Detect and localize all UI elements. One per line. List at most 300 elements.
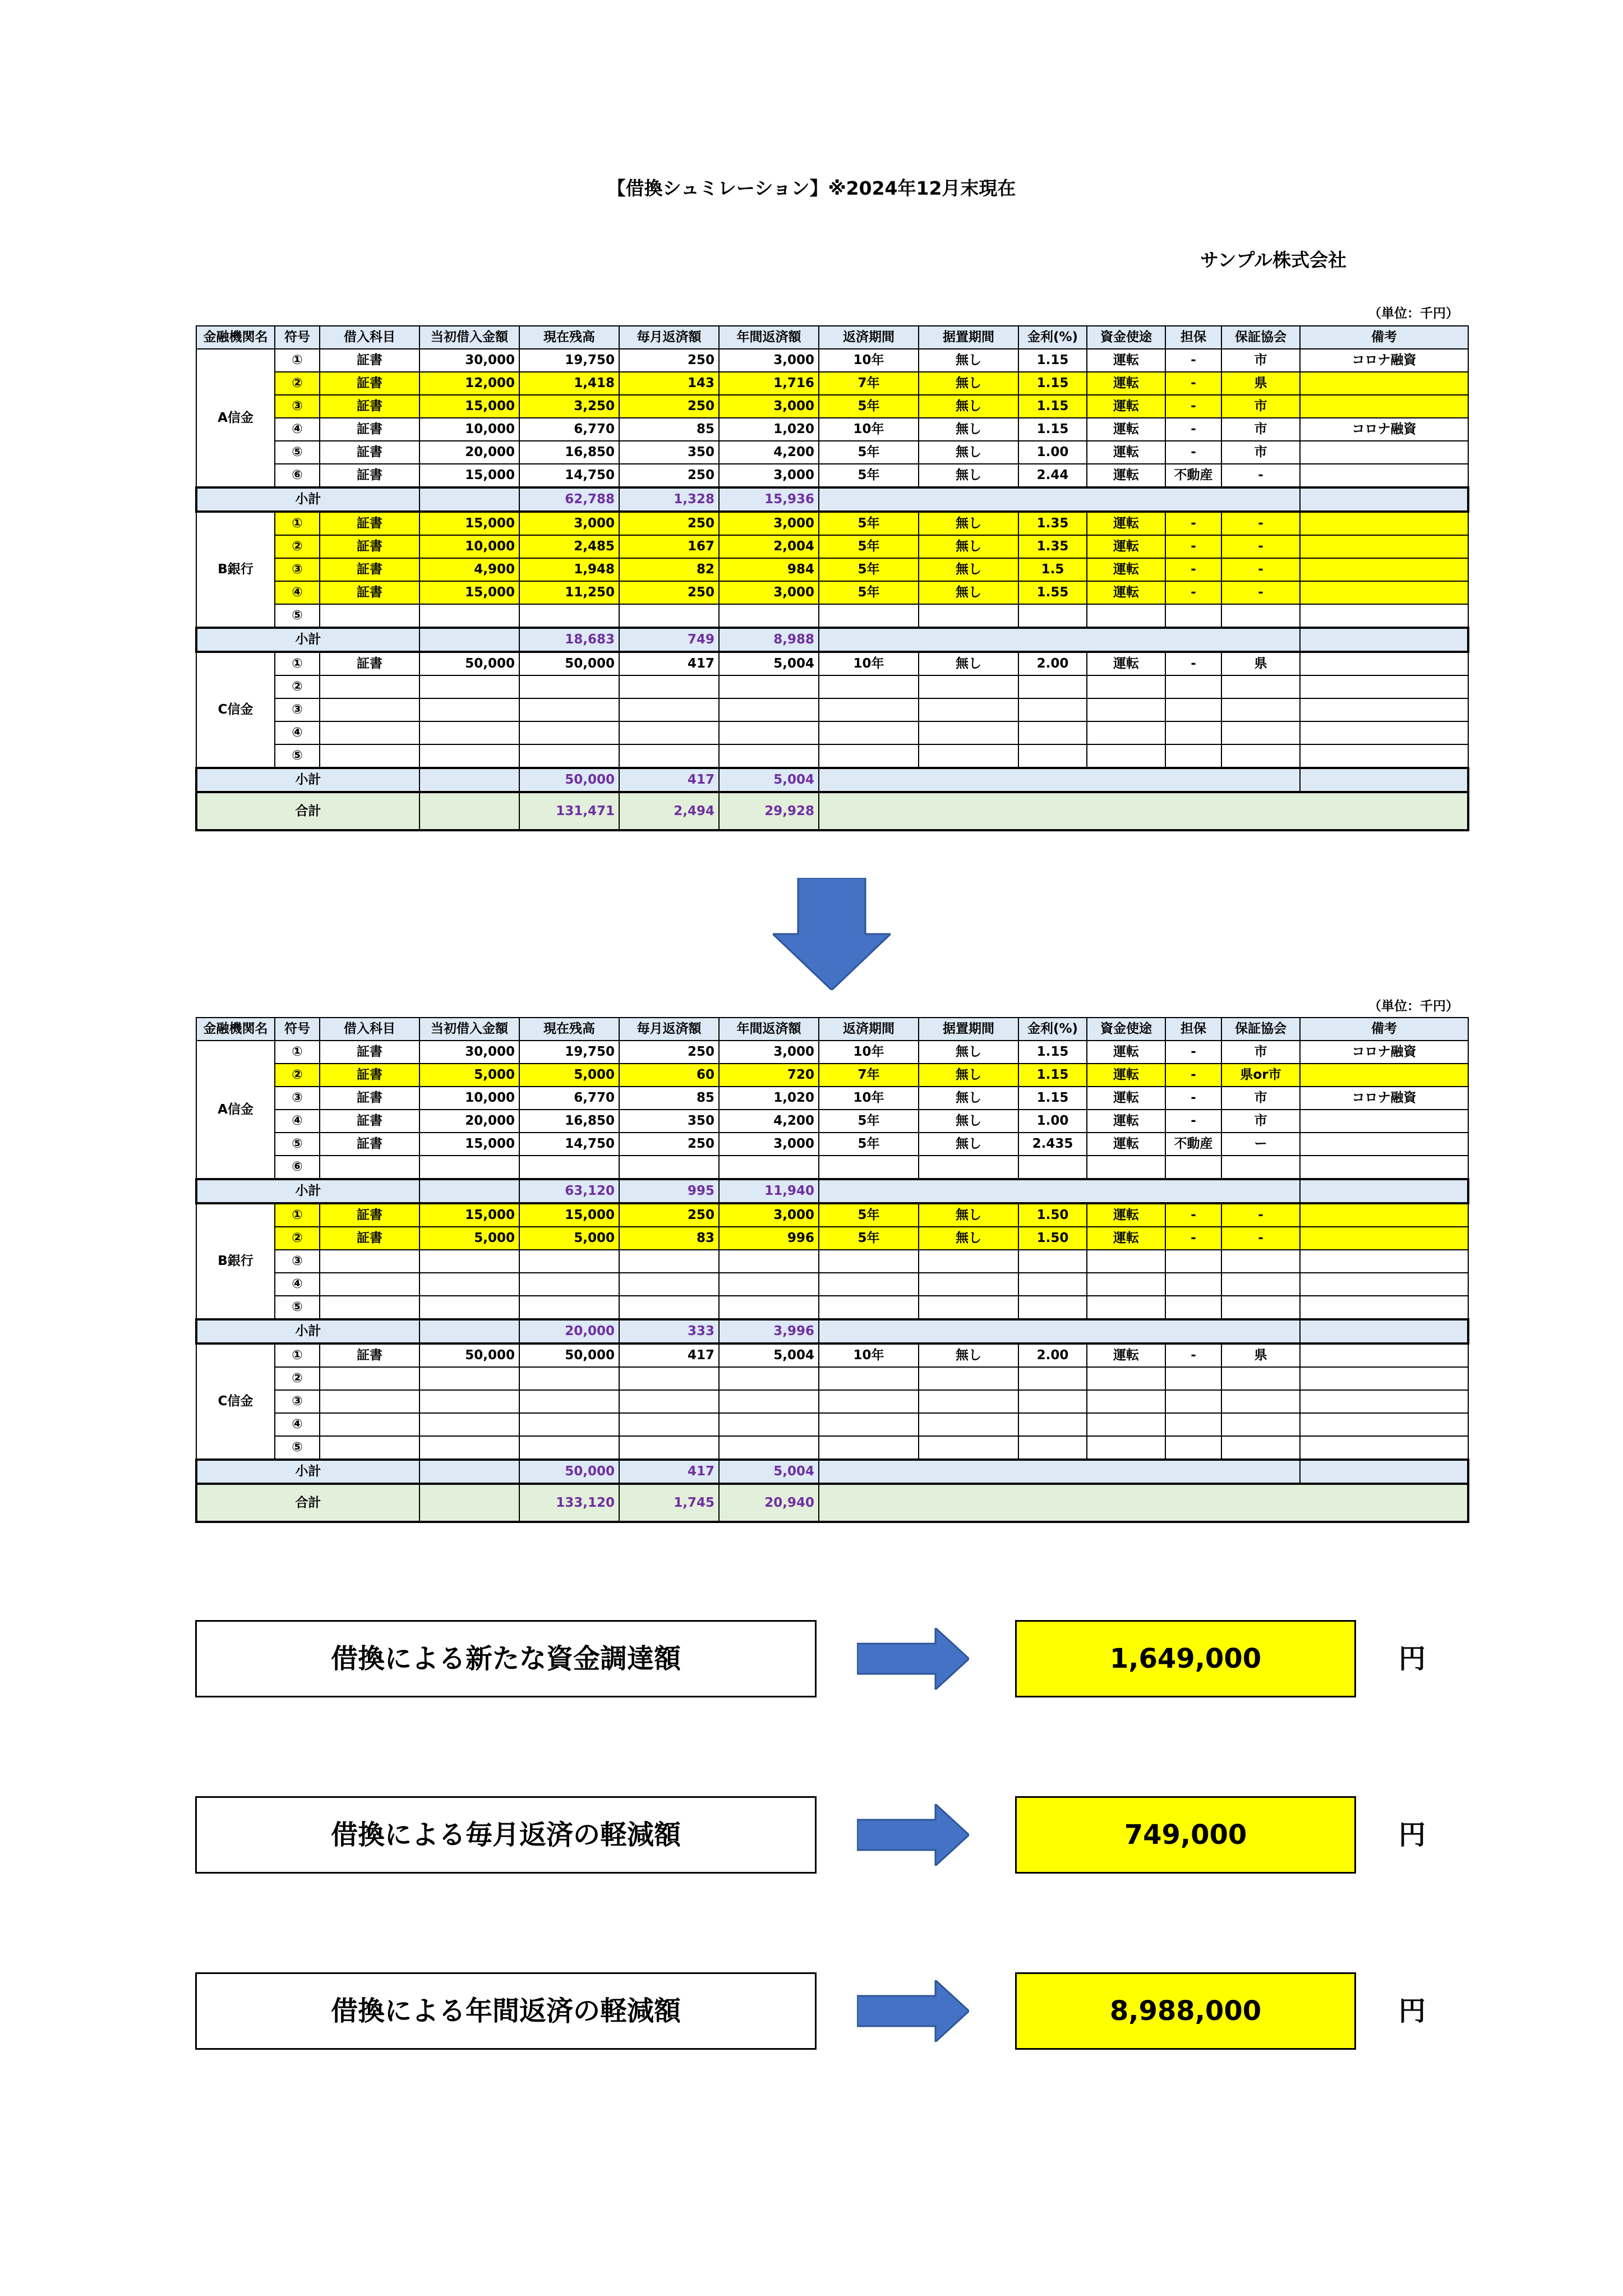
cell-annual: 1,020 (719, 1087, 819, 1110)
cell-monthly: 250 (619, 395, 719, 418)
cell-term: 10年 (819, 1343, 919, 1367)
cell-monthly (619, 1296, 719, 1319)
table-row (196, 441, 1468, 464)
cell-rate: 1.55 (1018, 581, 1087, 604)
total-empty (419, 1484, 519, 1522)
cell-use: 運転 (1087, 558, 1165, 581)
cell-kamoku: 証書 (320, 349, 419, 372)
cell-guarantee: - (1221, 558, 1300, 581)
subtotal-note (1300, 1179, 1468, 1203)
header-cell: 備考 (1300, 326, 1468, 349)
cell-initial (419, 698, 519, 721)
subtotal-empty (419, 768, 519, 792)
cell-annual: 3,000 (719, 349, 819, 372)
subtotal-balance: 63,120 (519, 1179, 619, 1203)
table-row (196, 418, 1468, 441)
total-label: 合計 (196, 792, 419, 830)
cell-no: ④ (275, 581, 320, 604)
subtotal-spacer (819, 768, 1300, 792)
cell-guarantee: 市 (1221, 349, 1300, 372)
cell-collateral (1165, 675, 1221, 698)
cell-kamoku: 証書 (320, 512, 419, 535)
cell-note (1300, 1343, 1468, 1367)
subtotal-monthly: 1,328 (619, 487, 719, 512)
summary-unit: 円 (1399, 1995, 1426, 2027)
subtotal-label: 小計 (196, 1319, 419, 1343)
cell-defer (919, 744, 1018, 768)
cell-kamoku: 証書 (320, 1041, 419, 1064)
cell-monthly: 250 (619, 464, 719, 487)
cell-no: ② (275, 1367, 320, 1390)
cell-use: 運転 (1087, 1343, 1165, 1367)
subtotal-row (196, 768, 1468, 792)
header-cell: 担保 (1165, 326, 1221, 349)
bank-name: B銀行 (196, 512, 275, 628)
total-spacer (819, 792, 1468, 830)
subtotal-row (196, 1460, 1468, 1484)
cell-collateral: - (1165, 1087, 1221, 1110)
cell-rate (1018, 1250, 1087, 1273)
subtotal-annual: 11,940 (719, 1179, 819, 1203)
total-row (196, 1484, 1468, 1522)
cell-collateral (1165, 1413, 1221, 1436)
header-cell: 担保 (1165, 1018, 1221, 1041)
total-spacer (819, 1484, 1468, 1522)
cell-balance: 16,850 (519, 1110, 619, 1133)
cell-rate: 1.35 (1018, 535, 1087, 558)
cell-monthly: 417 (619, 652, 719, 675)
header-cell: 当初借入金額 (419, 326, 519, 349)
total-balance: 133,120 (519, 1484, 619, 1522)
cell-term: 10年 (819, 418, 919, 441)
cell-rate: 1.15 (1018, 1087, 1087, 1110)
cell-use: 運転 (1087, 581, 1165, 604)
cell-guarantee: 県 (1221, 652, 1300, 675)
cell-rate: 2.00 (1018, 1343, 1087, 1367)
cell-rate (1018, 1367, 1087, 1390)
cell-annual: 3,000 (719, 1203, 819, 1227)
cell-annual (719, 698, 819, 721)
cell-defer: 無し (919, 349, 1018, 372)
cell-balance (519, 1413, 619, 1436)
cell-no: ① (275, 652, 320, 675)
unit-label-before: （単位：千円） (1368, 306, 1459, 321)
cell-guarantee (1221, 1390, 1300, 1413)
cell-monthly: 143 (619, 372, 719, 395)
cell-initial (419, 1436, 519, 1460)
subtotal-row (196, 487, 1468, 512)
right-arrow-icon (857, 1804, 969, 1866)
cell-term (819, 1156, 919, 1179)
cell-kamoku (320, 1273, 419, 1296)
cell-collateral (1165, 1273, 1221, 1296)
cell-rate (1018, 1156, 1087, 1179)
cell-use (1087, 721, 1165, 744)
cell-use: 運転 (1087, 372, 1165, 395)
header-cell: 当初借入金額 (419, 1018, 519, 1041)
cell-collateral: - (1165, 581, 1221, 604)
header-row (196, 326, 1468, 349)
cell-initial: 15,000 (419, 395, 519, 418)
table-row (196, 1041, 1468, 1064)
cell-use (1087, 744, 1165, 768)
summary-unit: 円 (1399, 1643, 1426, 1674)
cell-use: 運転 (1087, 395, 1165, 418)
cell-guarantee (1221, 675, 1300, 698)
cell-term (819, 698, 919, 721)
table-row (196, 372, 1468, 395)
cell-initial: 50,000 (419, 652, 519, 675)
subtotal-balance: 20,000 (519, 1319, 619, 1343)
cell-initial: 20,000 (419, 441, 519, 464)
cell-kamoku (320, 604, 419, 628)
cell-kamoku: 証書 (320, 464, 419, 487)
cell-collateral: - (1165, 512, 1221, 535)
header-cell: 資金使途 (1087, 1018, 1165, 1041)
cell-annual (719, 1413, 819, 1436)
cell-rate: 1.50 (1018, 1203, 1087, 1227)
cell-use: 運転 (1087, 418, 1165, 441)
cell-collateral: - (1165, 535, 1221, 558)
cell-rate: 2.00 (1018, 652, 1087, 675)
subtotal-monthly: 995 (619, 1179, 719, 1203)
cell-no: ② (275, 1064, 320, 1087)
cell-balance: 6,770 (519, 1087, 619, 1110)
cell-rate (1018, 1296, 1087, 1319)
bank-name: C信金 (196, 1343, 275, 1460)
cell-annual (719, 1250, 819, 1273)
cell-monthly: 250 (619, 349, 719, 372)
cell-rate: 1.00 (1018, 1110, 1087, 1133)
cell-note: コロナ融資 (1300, 418, 1468, 441)
cell-use: 運転 (1087, 464, 1165, 487)
cell-collateral: - (1165, 349, 1221, 372)
cell-no: ① (275, 1203, 320, 1227)
cell-defer (919, 1296, 1018, 1319)
cell-rate: 2.435 (1018, 1133, 1087, 1156)
cell-guarantee: 市 (1221, 441, 1300, 464)
cell-defer: 無し (919, 1087, 1018, 1110)
subtotal-annual: 3,996 (719, 1319, 819, 1343)
cell-annual: 3,000 (719, 464, 819, 487)
cell-balance: 11,250 (519, 581, 619, 604)
cell-kamoku (320, 1413, 419, 1436)
cell-rate: 2.44 (1018, 464, 1087, 487)
cell-collateral (1165, 1296, 1221, 1319)
cell-use (1087, 698, 1165, 721)
cell-rate (1018, 604, 1087, 628)
cell-monthly (619, 1250, 719, 1273)
cell-annual: 5,004 (719, 652, 819, 675)
cell-term: 5年 (819, 1110, 919, 1133)
cell-no: ④ (275, 418, 320, 441)
cell-balance: 3,000 (519, 512, 619, 535)
cell-note: コロナ融資 (1300, 349, 1468, 372)
cell-use (1087, 1367, 1165, 1390)
cell-annual: 3,000 (719, 1041, 819, 1064)
cell-note: コロナ融資 (1300, 1041, 1468, 1064)
cell-collateral: - (1165, 1110, 1221, 1133)
cell-no: ① (275, 1041, 320, 1064)
cell-note (1300, 1250, 1468, 1273)
cell-annual: 5,004 (719, 1343, 819, 1367)
cell-kamoku (320, 1436, 419, 1460)
cell-guarantee (1221, 1156, 1300, 1179)
cell-kamoku: 証書 (320, 1110, 419, 1133)
cell-term: 5年 (819, 1133, 919, 1156)
cell-no: ⑤ (275, 1296, 320, 1319)
cell-initial (419, 1296, 519, 1319)
cell-defer (919, 1390, 1018, 1413)
cell-balance: 14,750 (519, 1133, 619, 1156)
cell-annual: 4,200 (719, 441, 819, 464)
cell-defer (919, 604, 1018, 628)
table-row (196, 1203, 1468, 1227)
table-row (196, 744, 1468, 768)
cell-rate (1018, 1413, 1087, 1436)
cell-balance: 6,770 (519, 418, 619, 441)
cell-no: ③ (275, 1390, 320, 1413)
cell-defer: 無し (919, 1041, 1018, 1064)
cell-initial: 15,000 (419, 512, 519, 535)
cell-note (1300, 441, 1468, 464)
table-row (196, 1343, 1468, 1367)
cell-defer: 無し (919, 652, 1018, 675)
cell-no: ⑤ (275, 441, 320, 464)
cell-monthly: 250 (619, 1041, 719, 1064)
subtotal-empty (419, 628, 519, 652)
cell-balance (519, 1250, 619, 1273)
cell-rate (1018, 744, 1087, 768)
cell-annual (719, 1273, 819, 1296)
cell-monthly: 250 (619, 581, 719, 604)
cell-note (1300, 1156, 1468, 1179)
cell-monthly: 167 (619, 535, 719, 558)
cell-initial (419, 1273, 519, 1296)
cell-annual (719, 744, 819, 768)
cell-note (1300, 1390, 1468, 1413)
cell-defer (919, 1367, 1018, 1390)
cell-initial (419, 1413, 519, 1436)
cell-guarantee: 県or市 (1221, 1064, 1300, 1087)
bank-name: A信金 (196, 1041, 275, 1179)
table-row (196, 558, 1468, 581)
cell-balance (519, 744, 619, 768)
summary-label: 借換による新たな資金調達額 (195, 1620, 817, 1697)
cell-note (1300, 1436, 1468, 1460)
cell-collateral (1165, 744, 1221, 768)
cell-collateral: - (1165, 441, 1221, 464)
cell-annual (719, 1390, 819, 1413)
header-cell: 金融機関名 (196, 1018, 275, 1041)
cell-guarantee: - (1221, 535, 1300, 558)
cell-no: ④ (275, 1273, 320, 1296)
cell-monthly (619, 1390, 719, 1413)
cell-note (1300, 1203, 1468, 1227)
cell-term: 5年 (819, 512, 919, 535)
cell-initial (419, 675, 519, 698)
cell-initial: 15,000 (419, 581, 519, 604)
cell-note (1300, 1413, 1468, 1436)
cell-kamoku (320, 1250, 419, 1273)
cell-rate (1018, 1273, 1087, 1296)
cell-rate (1018, 675, 1087, 698)
cell-no: ⑤ (275, 1133, 320, 1156)
cell-collateral: - (1165, 418, 1221, 441)
header-cell: 備考 (1300, 1018, 1468, 1041)
subtotal-spacer (819, 628, 1300, 652)
header-cell: 資金使途 (1087, 326, 1165, 349)
down-arrow-icon (773, 878, 891, 990)
cell-kamoku: 証書 (320, 1064, 419, 1087)
cell-initial (419, 604, 519, 628)
cell-annual: 720 (719, 1064, 819, 1087)
cell-guarantee: 市 (1221, 1087, 1300, 1110)
subtotal-annual: 5,004 (719, 1460, 819, 1484)
cell-defer: 無し (919, 464, 1018, 487)
cell-balance (519, 721, 619, 744)
cell-use (1087, 1156, 1165, 1179)
subtotal-note (1300, 628, 1468, 652)
cell-balance: 50,000 (519, 1343, 619, 1367)
header-cell: 借入科目 (320, 1018, 419, 1041)
total-annual: 29,928 (719, 792, 819, 830)
cell-initial: 30,000 (419, 349, 519, 372)
cell-monthly: 83 (619, 1227, 719, 1250)
cell-monthly: 85 (619, 418, 719, 441)
summary-label: 借換による年間返済の軽減額 (195, 1972, 817, 2050)
cell-defer: 無し (919, 581, 1018, 604)
cell-defer: 無し (919, 1203, 1018, 1227)
cell-term (819, 1296, 919, 1319)
cell-note: コロナ融資 (1300, 1087, 1468, 1110)
cell-use: 運転 (1087, 1133, 1165, 1156)
cell-guarantee: 市 (1221, 1041, 1300, 1064)
cell-no: ⑤ (275, 1436, 320, 1460)
table-row (196, 1156, 1468, 1179)
cell-kamoku (320, 1296, 419, 1319)
cell-kamoku: 証書 (320, 1133, 419, 1156)
cell-term: 5年 (819, 558, 919, 581)
cell-use: 運転 (1087, 1110, 1165, 1133)
header-cell: 保証協会 (1221, 326, 1300, 349)
cell-balance: 2,485 (519, 535, 619, 558)
cell-term (819, 675, 919, 698)
cell-collateral (1165, 604, 1221, 628)
total-empty (419, 792, 519, 830)
cell-kamoku: 証書 (320, 558, 419, 581)
cell-balance (519, 604, 619, 628)
cell-monthly (619, 744, 719, 768)
cell-defer: 無し (919, 1227, 1018, 1250)
cell-no: ⑤ (275, 604, 320, 628)
subtotal-monthly: 417 (619, 1460, 719, 1484)
cell-kamoku (320, 1156, 419, 1179)
cell-use (1087, 604, 1165, 628)
cell-term: 10年 (819, 1041, 919, 1064)
cell-balance (519, 1367, 619, 1390)
cell-initial: 30,000 (419, 1041, 519, 1064)
table-row (196, 349, 1468, 372)
table-row (196, 1296, 1468, 1319)
cell-monthly: 60 (619, 1064, 719, 1087)
cell-no: ④ (275, 721, 320, 744)
cell-term (819, 1390, 919, 1413)
header-row (196, 1018, 1468, 1041)
cell-rate: 1.15 (1018, 372, 1087, 395)
cell-no: ⑥ (275, 464, 320, 487)
cell-no: ② (275, 535, 320, 558)
cell-balance (519, 1436, 619, 1460)
cell-no: ③ (275, 395, 320, 418)
cell-guarantee: 市 (1221, 418, 1300, 441)
subtotal-annual: 15,936 (719, 487, 819, 512)
cell-no: ③ (275, 558, 320, 581)
cell-guarantee: 県 (1221, 372, 1300, 395)
cell-defer: 無し (919, 1110, 1018, 1133)
bank-name: A信金 (196, 349, 275, 487)
cell-kamoku: 証書 (320, 372, 419, 395)
cell-rate: 1.5 (1018, 558, 1087, 581)
cell-use: 運転 (1087, 1227, 1165, 1250)
cell-balance (519, 698, 619, 721)
header-cell: 年間返済額 (719, 1018, 819, 1041)
subtotal-empty (419, 1179, 519, 1203)
cell-term: 10年 (819, 652, 919, 675)
header-cell: 金利(%) (1018, 1018, 1087, 1041)
company-name: サンプル株式会社 (1200, 249, 1347, 271)
cell-note (1300, 535, 1468, 558)
cell-guarantee (1221, 1296, 1300, 1319)
cell-no: ① (275, 1343, 320, 1367)
summary-label: 借換による毎月返済の軽減額 (195, 1796, 817, 1874)
cell-annual: 1,020 (719, 418, 819, 441)
cell-note (1300, 372, 1468, 395)
header-cell: 現在残高 (519, 326, 619, 349)
table-row (196, 464, 1468, 487)
cell-annual (719, 721, 819, 744)
unit-label-after: （単位：千円） (1368, 999, 1459, 1014)
cell-monthly: 250 (619, 1133, 719, 1156)
subtotal-balance: 18,683 (519, 628, 619, 652)
cell-initial (419, 1367, 519, 1390)
cell-kamoku (320, 721, 419, 744)
cell-initial: 50,000 (419, 1343, 519, 1367)
cell-no: ① (275, 512, 320, 535)
table-row (196, 1367, 1468, 1390)
cell-no: ① (275, 349, 320, 372)
cell-annual (719, 1156, 819, 1179)
cell-balance (519, 1390, 619, 1413)
subtotal-balance: 50,000 (519, 768, 619, 792)
header-cell: 据置期間 (919, 1018, 1018, 1041)
cell-rate: 1.15 (1018, 395, 1087, 418)
cell-term (819, 721, 919, 744)
cell-balance: 5,000 (519, 1064, 619, 1087)
loan-table-before (195, 325, 1469, 831)
cell-annual (719, 1367, 819, 1390)
table-row (196, 1087, 1468, 1110)
cell-rate: 1.15 (1018, 1064, 1087, 1087)
table-row (196, 1436, 1468, 1460)
cell-term: 5年 (819, 464, 919, 487)
subtotal-label: 小計 (196, 487, 419, 512)
subtotal-spacer (819, 1319, 1300, 1343)
cell-kamoku: 証書 (320, 652, 419, 675)
subtotal-label: 小計 (196, 628, 419, 652)
subtotal-balance: 50,000 (519, 1460, 619, 1484)
cell-use (1087, 675, 1165, 698)
